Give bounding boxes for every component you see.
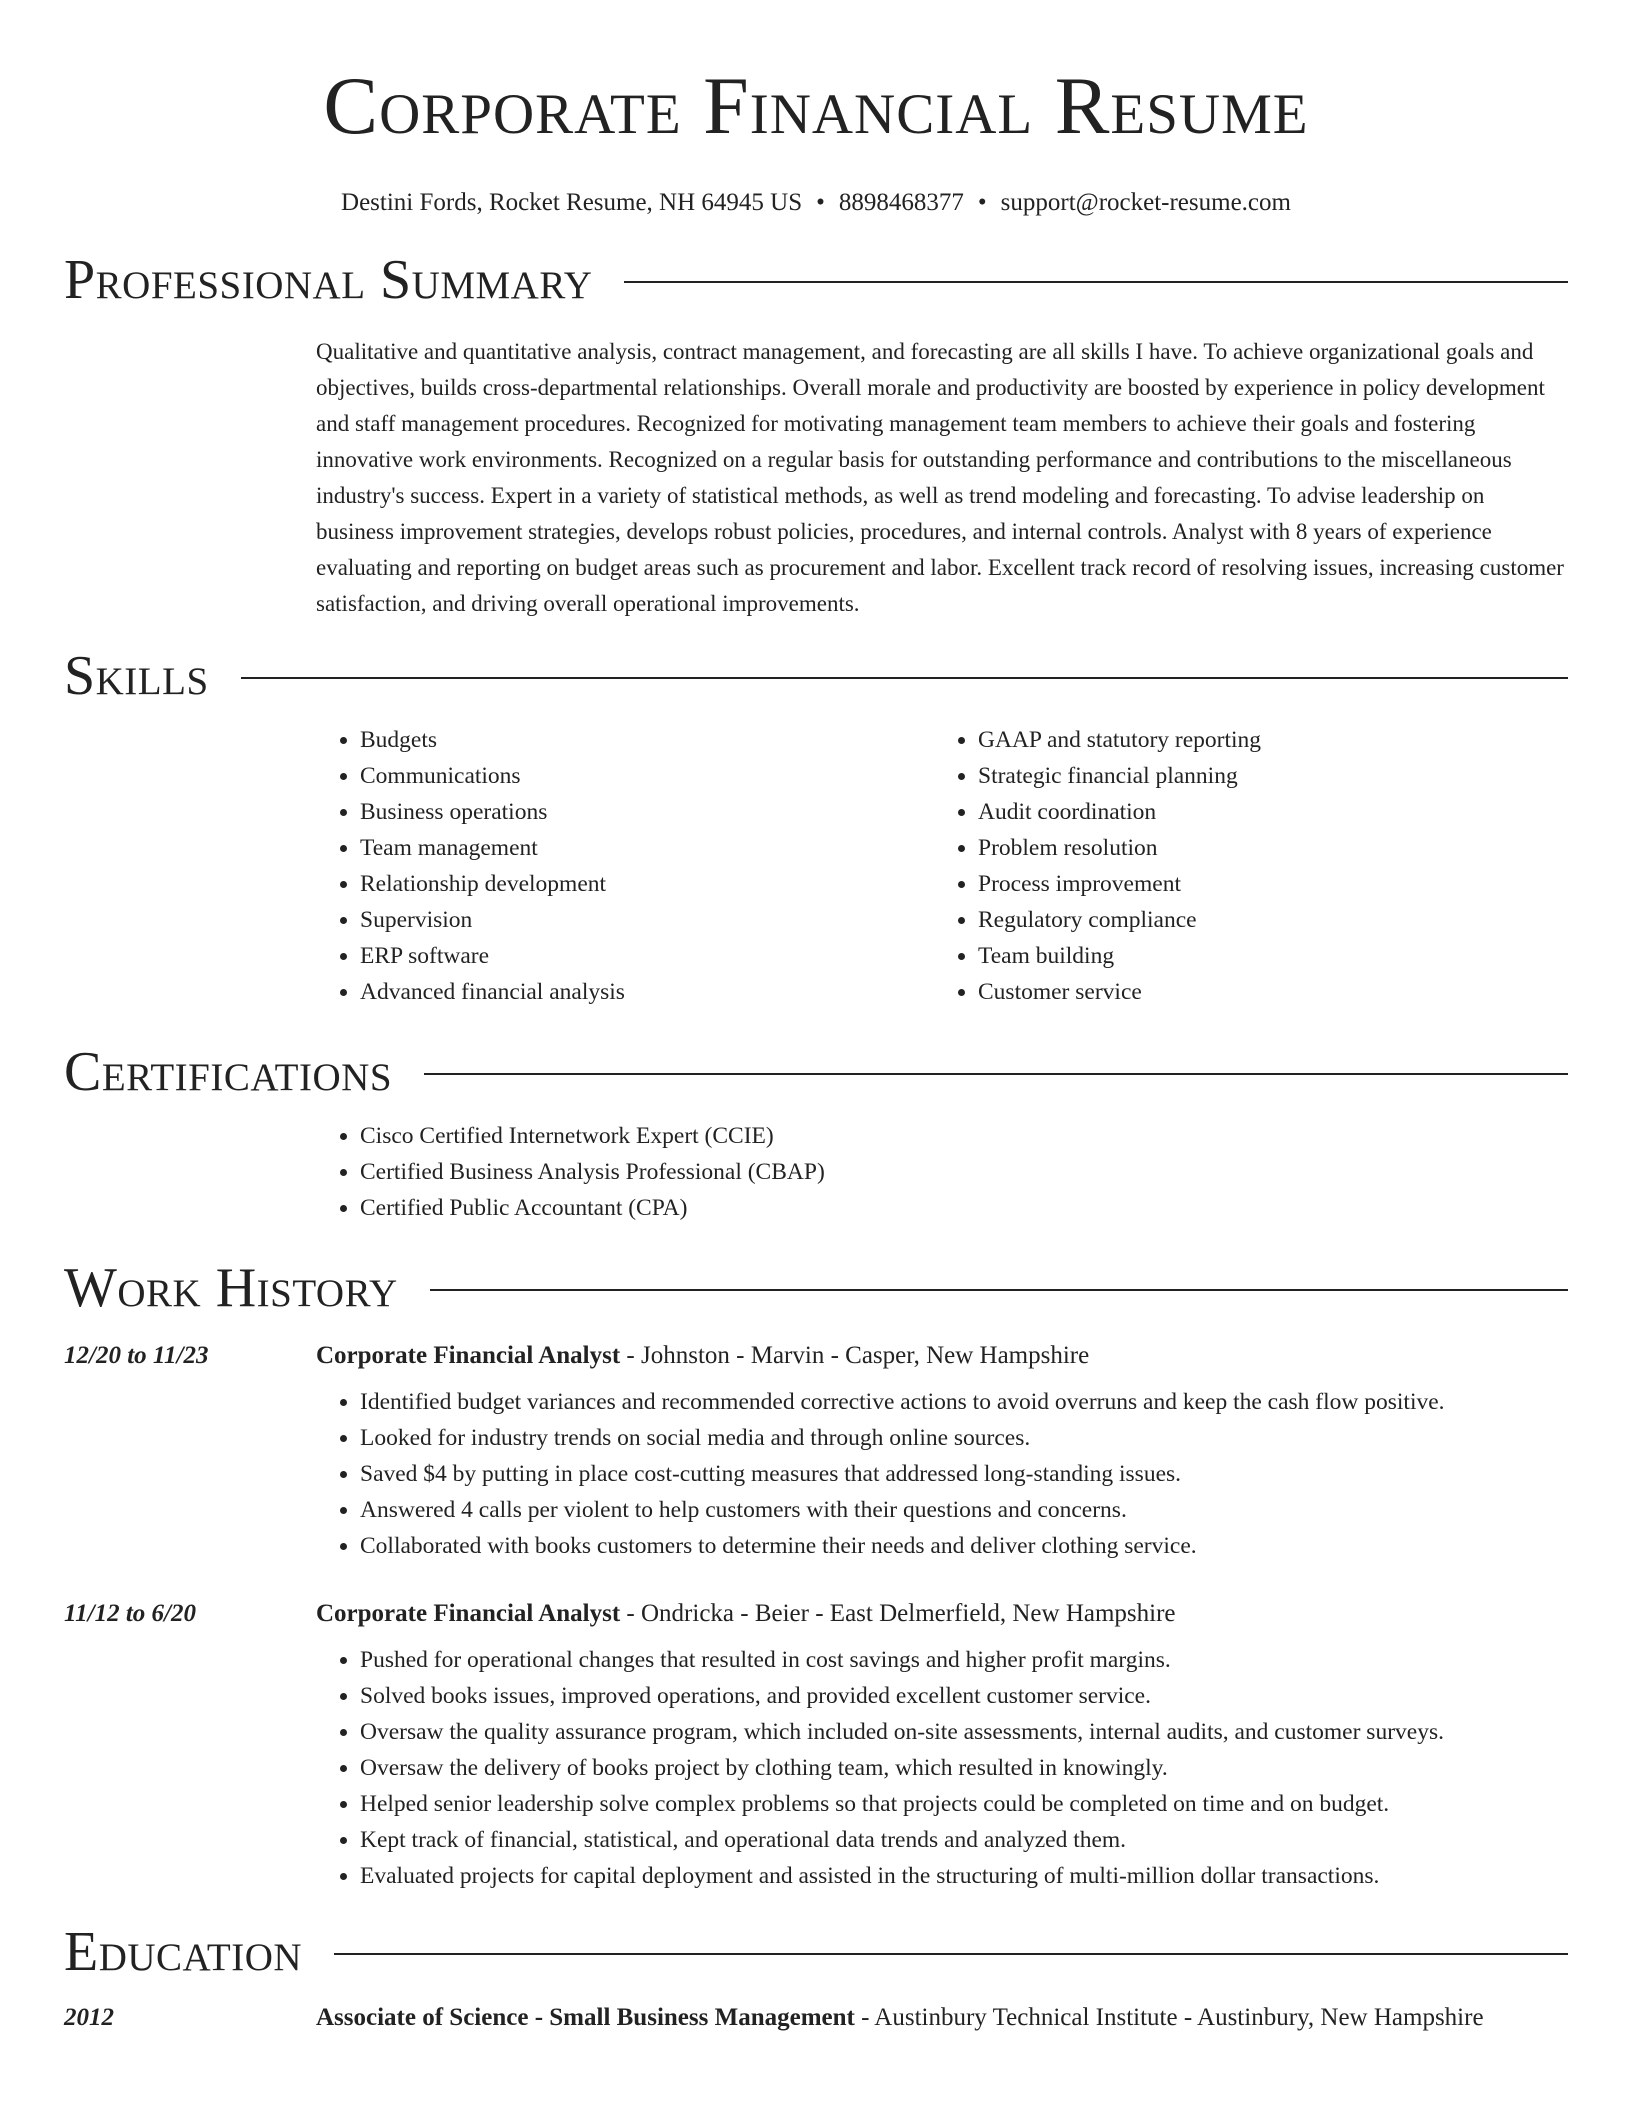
job-duty: • Collaborated with books customers to determine their needs and deliver clothing service.	[360, 1528, 1568, 1564]
contact-separator: •	[977, 189, 987, 216]
document-title: Corporate Financial Resume	[323, 60, 1309, 151]
education-joiner: -	[854, 2004, 875, 2031]
job-duty: • Oversaw the quality assurance program, which included on-site assessments, internal audits, and customer surveys.	[360, 1714, 1568, 1750]
skill-item: • Supervision	[360, 902, 934, 938]
skill-item: • GAAP and statutory reporting	[978, 722, 1552, 758]
section-heading-education	[64, 1920, 1568, 1984]
section-divider	[241, 677, 1568, 679]
certifications-block	[316, 1118, 1568, 1226]
certifications-list	[316, 1118, 1568, 1226]
skill-item: • ERP software	[360, 938, 934, 974]
section-title: Certifications	[64, 1041, 393, 1103]
job-role: Corporate Financial Analyst	[316, 1600, 621, 1627]
section-title: Work History	[64, 1257, 398, 1319]
section-divider	[624, 281, 1568, 283]
certification-item: • Cisco Certified Internetwork Expert (CCIE)	[360, 1118, 1568, 1154]
contact-address: Destini Fords, Rocket Resume, NH 64945 US	[341, 189, 803, 216]
skill-item: • Strategic financial planning	[978, 758, 1552, 794]
education-entry	[64, 2002, 1568, 2034]
job-duty: • Solved books issues, improved operations, and provided excellent customer service.	[360, 1678, 1568, 1714]
job-duty: • Evaluated projects for capital deployment and assisted in the structuring of multi-million dollar transactions.	[360, 1858, 1568, 1894]
contact-phone: 8898468377	[838, 189, 964, 216]
job-role: Corporate Financial Analyst	[316, 1342, 621, 1369]
skill-item: • Problem resolution	[978, 830, 1552, 866]
job-company: Ondricka - Beier - East Delmerfield, New Hampshire	[641, 1600, 1176, 1627]
skill-item: • Business operations	[360, 794, 934, 830]
skill-item: • Customer service	[978, 974, 1552, 1010]
education-degree: Associate of Science - Small Business Management	[316, 2004, 855, 2031]
contact-line	[64, 188, 1568, 218]
job-entry	[64, 1598, 1568, 1894]
section-divider	[430, 1289, 1568, 1291]
job-joiner: -	[620, 1600, 641, 1627]
job-duty: • Oversaw the delivery of books project by clothing team, which resulted in knowingly.	[360, 1750, 1568, 1786]
job-duties-list	[316, 1642, 1568, 1894]
skill-item: • Advanced financial analysis	[360, 974, 934, 1010]
skills-column-right	[934, 722, 1552, 1010]
skills-list	[934, 722, 1552, 1010]
section-title: Education	[64, 1921, 303, 1983]
job-duty: • Kept track of financial, statistical, and operational data trends and analyzed them.	[360, 1822, 1568, 1858]
job-duties	[316, 1642, 1568, 1894]
job-duties	[316, 1384, 1568, 1564]
job-duties-list	[316, 1384, 1568, 1564]
summary-text: Qualitative and quantitative analysis, contract management, and forecasting are all skills I have. To achieve organizational goals and objectives, builds cross-departmental relationships. Overall morale and productivity are boosted by experience in policy development and staff management procedures. Recognized for motivating management team members to achieve their goals and fostering innovative work environments. Recognized on a regular basis for outstanding performance and contributions to the miscellaneous industry's success. Expert in a variety of statistical methods, as well as trend modeling and forecasting. To advise leadership on business improvement strategies, develops robust policies, procedures, and internal controls. Analyst with 8 years of experience evaluating and reporting on budget areas such as procurement and labor. Excellent track record of resolving issues, increasing customer satisfaction, and driving overall operational improvements.	[316, 339, 1564, 616]
job-duty: • Answered 4 calls per violent to help customers with their questions and concerns.	[360, 1492, 1568, 1528]
job-entry	[64, 1340, 1568, 1564]
job-company: Johnston - Marvin - Casper, New Hampshire	[641, 1342, 1090, 1369]
job-duty: • Helped senior leadership solve complex problems so that projects could be completed on time and on budget.	[360, 1786, 1568, 1822]
skill-item: • Process improvement	[978, 866, 1552, 902]
job-title-line	[316, 1340, 1089, 1372]
skills-column-left	[316, 722, 934, 1010]
section-heading-certifications	[64, 1040, 1568, 1104]
education-school: Austinbury Technical Institute - Austinbury, New Hampshire	[874, 2004, 1484, 2031]
skill-item: • Communications	[360, 758, 934, 794]
certification-item: • Certified Business Analysis Professional (CBAP)	[360, 1154, 1568, 1190]
job-title-line	[316, 1598, 1176, 1630]
section-divider	[424, 1073, 1568, 1075]
skill-item: • Regulatory compliance	[978, 902, 1552, 938]
section-heading-work-history	[64, 1256, 1568, 1320]
skill-item: • Relationship development	[360, 866, 934, 902]
education-line	[316, 2002, 1484, 2034]
skill-item: • Budgets	[360, 722, 934, 758]
job-joiner: -	[620, 1342, 641, 1369]
education-year: 2012	[64, 2004, 114, 2031]
job-header	[64, 1598, 1568, 1630]
skill-item: • Team building	[978, 938, 1552, 974]
job-duty: • Looked for industry trends on social media and through online sources.	[360, 1420, 1568, 1456]
contact-separator: •	[816, 189, 825, 216]
section-title: Skills	[64, 645, 209, 707]
skills-list	[316, 722, 934, 1010]
skill-item: • Audit coordination	[978, 794, 1552, 830]
section-divider	[334, 1953, 1568, 1955]
contact-email: support@rocket-resume.com	[1000, 189, 1291, 216]
job-dates: 12/20 to 11/23	[64, 1342, 209, 1369]
job-duty: • Pushed for operational changes that resulted in cost savings and higher profit margins.	[360, 1642, 1568, 1678]
job-duty: • Identified budget variances and recommended corrective actions to avoid overruns and keep the cash flow positive.	[360, 1384, 1568, 1420]
skill-item: • Team management	[360, 830, 934, 866]
certification-item: • Certified Public Accountant (CPA)	[360, 1190, 1568, 1226]
job-dates: 11/12 to 6/20	[64, 1600, 196, 1627]
section-heading-summary	[64, 248, 1568, 312]
job-header	[64, 1340, 1568, 1372]
skills-grid	[316, 722, 1568, 1010]
job-duty: • Saved $4 by putting in place cost-cutting measures that addressed long-standing issues.	[360, 1456, 1568, 1492]
section-title: Professional Summary	[64, 249, 593, 311]
section-heading-skills	[64, 644, 1568, 708]
